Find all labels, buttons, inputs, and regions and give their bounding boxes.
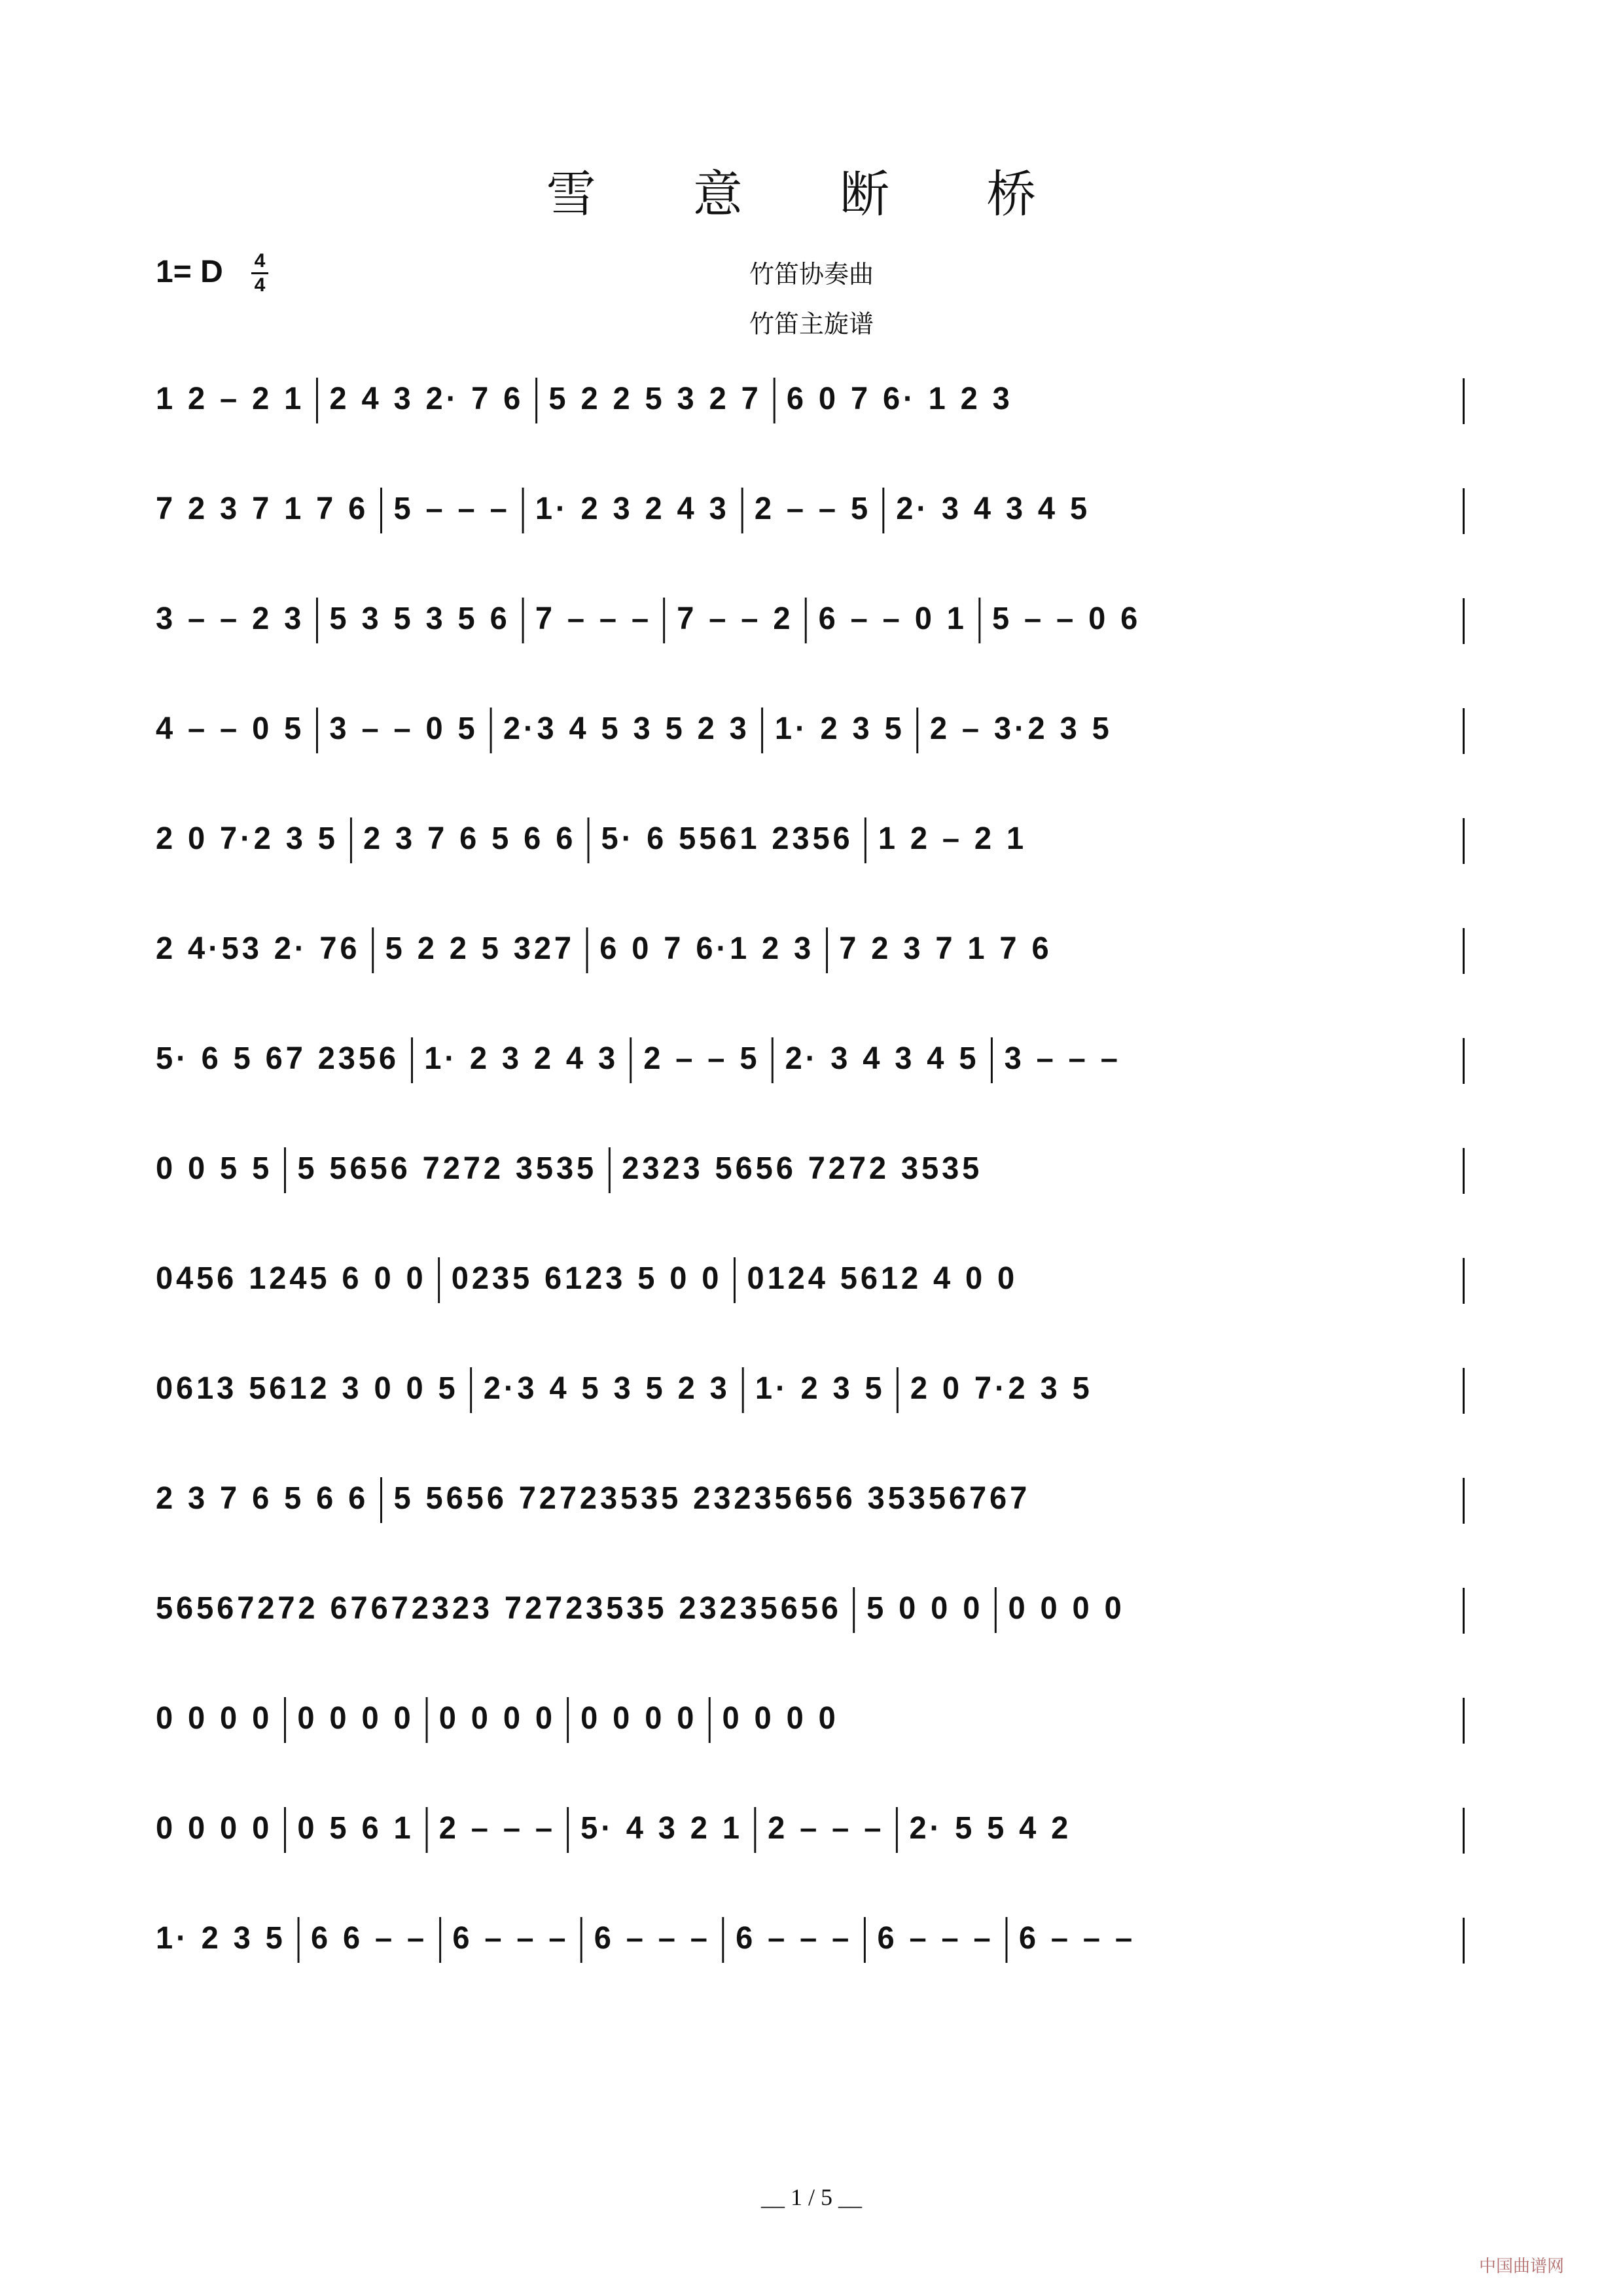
score [156,367,1465,2016]
barline [1005,1917,1007,1963]
barline [1463,1698,1465,1744]
measure: 2 0 7·2 3 5 [156,821,338,856]
barline [761,708,763,753]
measure: 0613 5612 3 0 0 5 [156,1371,459,1406]
measure: 0 0 0 0 [580,1701,698,1736]
measure: 5 – – 0 6 [992,601,1141,636]
measure: 7 – – – [535,601,652,636]
barline [826,927,828,973]
barline [883,488,885,533]
measure: 5 5656 72723535 23235656 35356767 [393,1481,1031,1516]
subtitle: 竹笛协奏曲 [749,260,874,289]
barline [316,378,318,423]
measure: 2· 5 5 4 2 [909,1811,1072,1846]
measure: 1· 2 3 2 4 3 [535,492,730,526]
measure: 2·3 4 5 3 5 2 3 [503,711,750,746]
score-line-notes [156,367,1438,432]
barline [1463,598,1465,644]
measure: 6 0 7 6·1 2 3 [599,931,815,966]
measure: 7 2 3 7 1 7 6 [839,931,1052,966]
measure: 6 – – – [736,1921,853,1956]
barline [411,1037,413,1083]
score-line-notes [156,1686,1438,1751]
score-line-notes [156,1466,1438,1532]
barline [1463,818,1465,864]
measure: 6 0 7 6· 1 2 3 [786,382,1013,416]
watermark-logo: 中国曲谱网 [1479,2257,1565,2276]
barline [916,708,918,753]
score-line [156,696,1465,806]
barline [1463,1808,1465,1854]
barline [734,1257,736,1303]
score-line [156,1356,1465,1466]
score-line [156,586,1465,696]
barline [470,1367,472,1413]
score-line [156,367,1465,476]
score-line [156,1796,1465,1906]
score-line [156,1026,1465,1136]
measure: 2 – – 5 [754,492,872,526]
score-line-notes [156,1576,1438,1641]
barline [316,598,318,643]
measure: 5 3 5 3 5 6 [329,601,510,636]
barline [865,817,866,863]
barline [722,1917,724,1963]
barline [580,1917,582,1963]
measure: 5 2 2 5 327 [385,931,575,966]
score-line [156,916,1465,1026]
barline [535,378,537,423]
measure: 5 – – – [393,492,510,526]
barline [805,598,807,643]
barline [991,1037,993,1083]
barline [425,1697,427,1743]
time-signature-top: 4 [254,250,266,272]
measure: 5· 6 5561 2356 [601,821,853,856]
measure: 2·3 4 5 3 5 2 3 [483,1371,730,1406]
measure: 5 0 0 0 [866,1591,984,1626]
score-line [156,1466,1465,1576]
barline [316,708,318,753]
measure: 0 0 0 0 [156,1811,273,1846]
measure: 1· 2 3 5 [755,1371,885,1406]
measure: 6 6 – – [310,1921,428,1956]
measure: 0 0 0 0 [438,1701,556,1736]
barline [853,1587,855,1633]
measure: 1 2 – 2 1 [156,382,305,416]
measure: 0 5 6 1 [297,1811,414,1846]
barline [284,1697,286,1743]
barline [1463,1148,1465,1194]
score-line-notes [156,696,1438,762]
measure: 2 3 7 6 5 6 6 [156,1481,369,1516]
barline [372,927,374,973]
measure: 56567272 67672323 72723535 23235656 [156,1591,842,1626]
measure: 7 2 3 7 1 7 6 [156,492,369,526]
barline [630,1037,632,1083]
score-line-notes [156,476,1438,542]
measure: 0456 1245 6 0 0 [156,1261,427,1296]
measure: 1· 2 3 5 [156,1921,286,1956]
measure: 0 0 0 0 [297,1701,414,1736]
barline [896,1807,898,1853]
key-signature: 1= D [156,255,223,289]
score-line-notes [156,1136,1438,1202]
measure: 2· 3 4 3 4 5 [785,1041,980,1076]
measure: 2 – 3·2 3 5 [929,711,1113,746]
barline [1463,378,1465,424]
barline [1463,928,1465,974]
barline [1463,1588,1465,1634]
barline [425,1807,427,1853]
measure: 1· 2 3 5 [774,711,905,746]
measure: 6 – – – [877,1921,994,1956]
score-line [156,1686,1465,1796]
measure: 4 – – 0 5 [156,711,305,746]
barline [755,1807,757,1853]
barline [567,1697,569,1743]
barline [1463,1478,1465,1524]
measure: 6 – – – [594,1921,711,1956]
barline [741,488,743,533]
barline [978,598,980,643]
score-line-notes [156,1026,1438,1092]
score-line-notes [156,1246,1438,1312]
measure: 2 4 3 2· 7 6 [329,382,524,416]
score-line-notes [156,1356,1438,1422]
subtitle-2: 竹笛主旋谱 [749,310,874,338]
measure: 2 4·53 2· 76 [156,931,361,966]
barline [522,488,524,533]
barline [609,1147,611,1193]
barline [349,817,351,863]
page-number: __ 1 / 5 __ [760,2184,862,2210]
measure: 3 – – 0 5 [329,711,478,746]
barline [284,1147,286,1193]
barline [586,927,588,973]
measure: 2 – – – [768,1811,885,1846]
score-line [156,1576,1465,1686]
barline [1463,488,1465,534]
measure: 7 – – 2 [677,601,794,636]
measure: 5 5656 7272 3535 [297,1151,597,1186]
barline [297,1917,299,1963]
barline [741,1367,743,1413]
barline [380,488,382,533]
measure: 6 – – 0 1 [818,601,967,636]
barline [995,1587,997,1633]
barline [284,1807,286,1853]
measure: 2323 5656 7272 3535 [622,1151,983,1186]
measure: 0235 6123 5 0 0 [451,1261,722,1296]
measure: 0 0 0 0 [156,1701,273,1736]
barline [772,1037,774,1083]
barline [490,708,491,753]
barline [439,1917,441,1963]
measure: 2 0 7·2 3 5 [910,1371,1093,1406]
score-line-notes [156,1906,1438,1971]
score-line-notes [156,1796,1438,1861]
measure: 5· 4 3 2 1 [580,1811,743,1846]
score-line [156,1136,1465,1246]
measure: 1 2 – 2 1 [878,821,1027,856]
measure: 3 – – 2 3 [156,601,305,636]
measure: 2 – – 5 [643,1041,760,1076]
barline [897,1367,899,1413]
measure: 5 2 2 5 3 2 7 [548,382,762,416]
barline [1463,1258,1465,1304]
barline [864,1917,866,1963]
barline [664,598,666,643]
barline [588,817,590,863]
score-line [156,1906,1465,2016]
barline [1463,1918,1465,1964]
page-title: 雪 意 断 桥 [546,165,1077,223]
time-signature-bottom: 4 [254,274,266,296]
score-line [156,806,1465,916]
measure: 5· 6 5 67 2356 [156,1041,400,1076]
barline [1463,708,1465,754]
measure: 2 – – – [438,1811,556,1846]
barline [438,1257,440,1303]
barline [522,598,524,643]
measure: 2 3 7 6 5 6 6 [363,821,577,856]
barline [380,1477,382,1523]
score-line-notes [156,916,1438,982]
score-line [156,476,1465,586]
score-line-notes [156,586,1438,652]
measure: 6 – – – [1018,1921,1136,1956]
barline [773,378,775,423]
measure: 0 0 0 0 [722,1701,839,1736]
score-line-notes [156,806,1438,872]
barline [1463,1038,1465,1084]
measure: 0 0 0 0 [1008,1591,1125,1626]
barline [1463,1368,1465,1414]
measure: 2· 3 4 3 4 5 [896,492,1091,526]
barline [567,1807,569,1853]
measure: 6 – – – [452,1921,569,1956]
barline [709,1697,711,1743]
measure: 0 0 5 5 [156,1151,273,1186]
measure: 0124 5612 4 0 0 [747,1261,1018,1296]
measure: 3 – – – [1004,1041,1121,1076]
measure: 1· 2 3 2 4 3 [424,1041,619,1076]
score-line [156,1246,1465,1356]
